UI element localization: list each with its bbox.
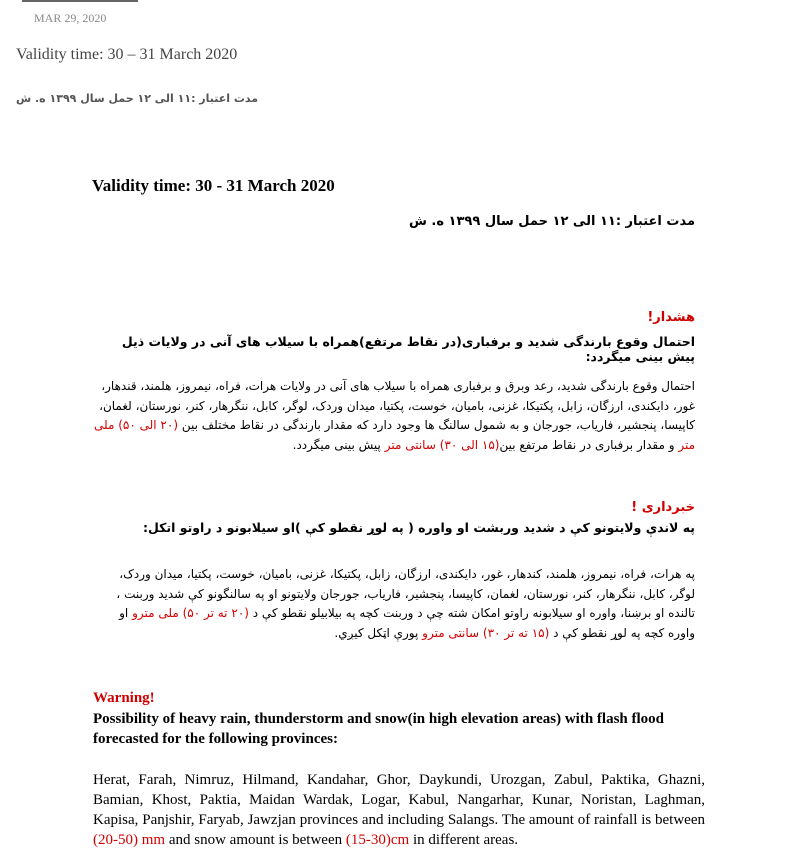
en-snow-amount: (15-30)cm: [345, 832, 410, 848]
en-body-end: in different areas.: [412, 832, 519, 848]
dari-snow-amount: (۱۵ الی ۳۰) سانتی متر: [384, 437, 500, 452]
pashto-body-end: پورې اټکل کیږي.: [334, 625, 419, 640]
validity-title-en: Validity time: 30 - 31 March 2020: [92, 176, 335, 195]
dari-warning-subtitle: احتمال وقوع بارندگی شدید و برفباری(در نقاط مرتفع)همراه با سیلاب های آنی در ولایات ذیل پیش بینی میگردد:: [121, 334, 695, 364]
dari-body-end: پیش بینی میگردد.: [292, 437, 381, 452]
validity-heading-en: Validity time: 30 – 31 March 2020: [16, 46, 238, 63]
pashto-body-start: په هرات، فراه، نیمروز، هلمند، کندهار، غور، دایکندی، ارزگان، زابل، پکتیکا، غزنی، بامیان، خوست، پکتیا، میدان وردک، لوگر، کابل، ننگرهار، کنر، نورستان، لغمان، کاپیسا، پنجشیر، فاریاب، جورجان ولایتونو او په سالنگونو کې شدید وربنت ، تالنده او برښنا، واوره او سیلابونه راوتو امکان شته چې د وربنت کچه په بیلابیلو نقطو کې د: [116, 567, 695, 620]
pashto-snow-amount: (۱۵ ته تر ۳۰) سانتی مترو: [422, 625, 550, 640]
pashto-warning-title: خبرداری !: [631, 500, 695, 515]
validity-heading-fa: مدت اعتبار :۱۱ الی ۱۲ حمل سال ۱۳۹۹ ه. ش: [16, 92, 259, 105]
english-warning-subtitle: Possibility of heavy rain, thunderstorm and snow(in high elevation areas) with flash flood forecasted for the following provinces:: [93, 711, 665, 747]
dari-warning-body: [93, 377, 695, 455]
dari-rain-amount: (۲۰ الی ۵۰) ملی متر: [94, 418, 695, 452]
post-date: MAR 29, 2020: [34, 11, 107, 25]
dari-warning-title: هشدار!: [647, 310, 695, 325]
en-body-mid: and snow amount is between: [168, 832, 343, 848]
pashto-rain-amount: (۲۰ ته تر ۵۰) ملی مترو: [132, 606, 249, 620]
english-warning-title: Warning!: [93, 690, 155, 706]
english-warning-body: [93, 770, 705, 850]
top-divider: [22, 0, 138, 2]
pashto-warning-subtitle: په لاندې ولایتونو کې د شدید وربشت او واوره ( په لوړ نقطو کې )او سیلابونو د راوتو اتکل:: [143, 520, 695, 535]
pashto-warning-body: [93, 565, 695, 643]
en-body-start: Herat, Farah, Nimruz, Hilmand, Kandahar, Ghor, Daykundi, Urozgan, Zabul, Paktika, Ghazni, Bamian, Khost, Paktia, Maidan Wardak, Logar, Kabul, Nangarhar, Kunar, Noristan, Laghman, Kapisa, Panjshir, Faryab, Jawzjan provinces and including Salangs. The amount of rainfall is between: [93, 772, 705, 828]
dari-body-start: احتمال وقوع بارندگی شدید، رعد وبرق و برفباری همراه با سیلاب های آنی در ولایات هرات، فراه، نیمروز، هلمند، قندهار، غور، دایکندی، ارزگان، زابل، پکتیکا، غزنی، بامیان، خوست، پکتیا، میدان وردک، لوگر، کابل، ننگرهار، کنر، نورستان، لغمان، کاپیسا، پنجشیر، فاریاب، جورجان و به شمول سالنگ ها وجود دارد که مقدار بارندگی در نقاط مختلف بین: [99, 379, 695, 432]
pashto-body-mid: او واوره کچه په لوړ نقطو کې د: [119, 606, 695, 640]
en-rain-amount: (20-50) mm: [93, 832, 166, 848]
validity-title-fa: مدت اعتبار :۱۱ الی ۱۲ حمل سال ۱۳۹۹ ه. ش: [408, 214, 695, 229]
dari-body-mid: و مقدار برفباری در نقاط مرتفع بین: [499, 437, 675, 452]
